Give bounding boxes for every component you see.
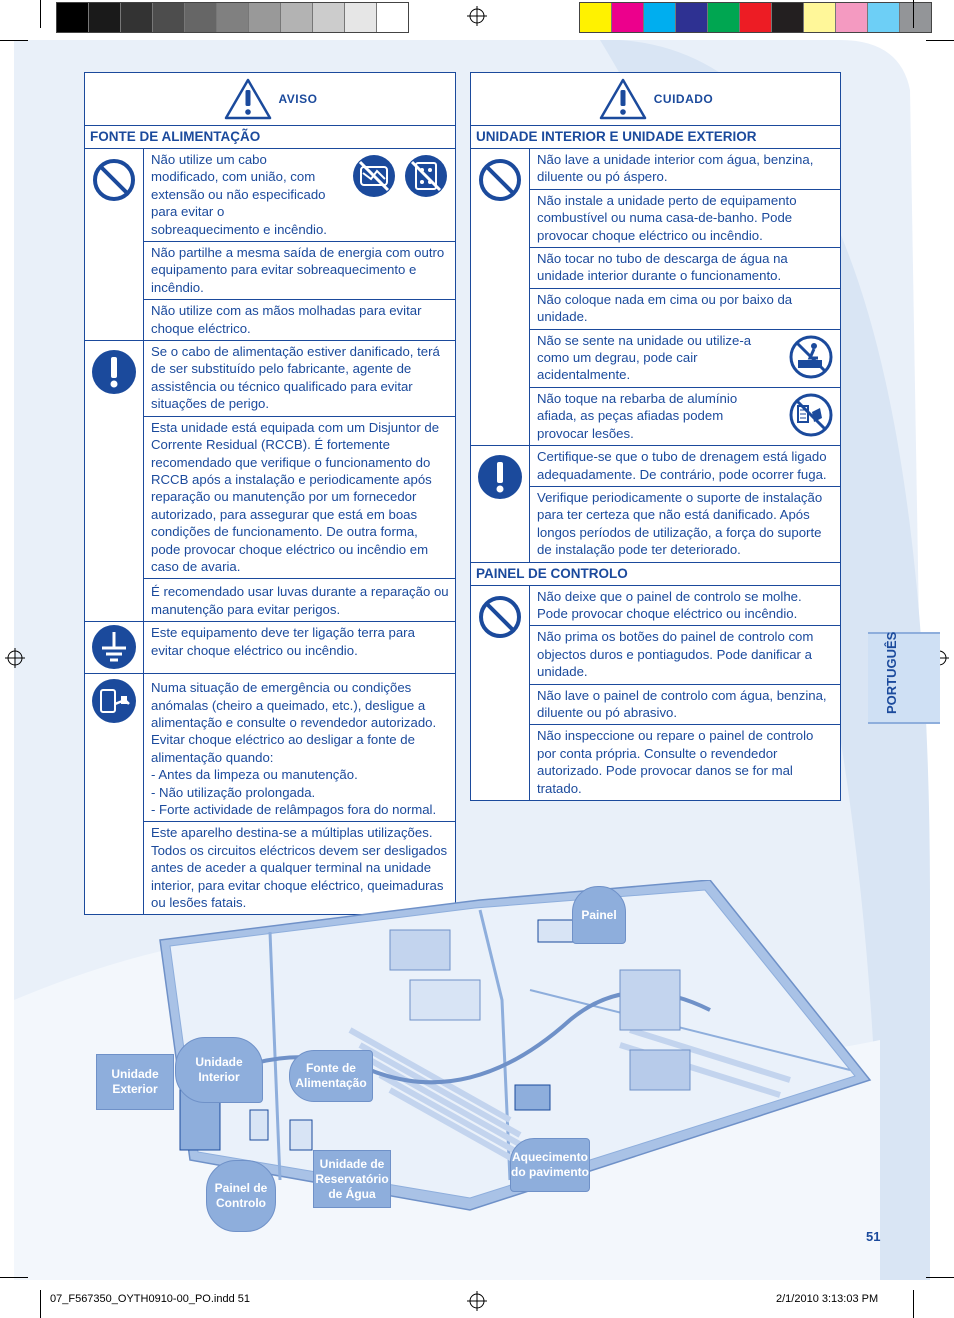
exclamation-icon [91, 349, 137, 395]
prohibition-icon [477, 157, 523, 203]
item-text: Não utilize um cabo modificado, com união, com extensão ou não especificado para evitar o sobreaquecimento e incêndio. [151, 152, 327, 237]
aviso-group-prohibited [85, 149, 455, 341]
aviso-title: AVISO [278, 92, 318, 106]
item-text: Se o cabo de alimentação estiver danificado, terá de ser substituído pelo fabricante, agente de assistência ou técnico qualificado para evitar situações de perigo. [151, 344, 440, 412]
color-swatch [185, 3, 217, 32]
no-modified-cable-icon [351, 153, 397, 199]
color-swatch [313, 3, 345, 32]
item-text: Não toque na rebarba de alumínio afiada, as peças afiadas podem provocar lesões. [537, 390, 738, 441]
list-item [530, 289, 840, 330]
color-swatch [740, 3, 772, 32]
warning-triangle-icon [223, 77, 273, 121]
item-text: Não coloque nada em cima ou por baixo da unidade. [537, 291, 793, 325]
item-text: Esta unidade está equipada com um Disjuntor de Corrente Residual (RCCB). É fortemente recomendado que verifique o funcionamento do RCCB após a instalação e periodicamente após reparação ou manutenção por um fornecedor autorizado, para assegurar que está em boas condições de funcionamento. De outra forma, pode provocar choque eléctrico ou incêndio em caso de avaria. [151, 419, 440, 574]
item-text: Não lave o painel de controlo com água, benzina, diluente ou pó abrasivo. [537, 687, 827, 720]
list-item [530, 446, 840, 487]
list-item [144, 149, 455, 242]
item-text: Verifique periodicamente o suporte de instalação para ter certeza que não está danificado. Após longos períodos de utilização, a força do suporte de instalação pode ter deteriorado. [537, 489, 823, 558]
item-text: Não partilhe a mesma saída de energia com outro equipamento para evitar sobreaquecimento e incêndio. [151, 245, 445, 295]
process-color-bar [579, 2, 932, 33]
section-title-fonte-alimentacao: FONTE DE ALIMENTAÇÃO [85, 126, 455, 149]
no-shared-outlet-icon [403, 153, 449, 199]
callout-reservatorio: Unidade de Reservatório de Água [313, 1150, 391, 1208]
color-swatch [217, 3, 249, 32]
crop-mark [40, 1290, 41, 1318]
cuidado-header [471, 73, 840, 126]
color-swatch [580, 3, 612, 32]
color-swatch [249, 3, 281, 32]
item-text: Não deixe que o painel de controlo se molhe. Pode provocar choque eléctrico ou incêndio. [537, 588, 802, 621]
list-item [144, 341, 455, 417]
callout-unidade-exterior: Unidade Exterior [96, 1054, 174, 1110]
color-swatch [57, 3, 89, 32]
prohibition-icon [91, 157, 137, 203]
item-text: Certifique-se que o tubo de drenagem está ligado adequadamente. De contrário, pode ocorrer fuga. [537, 449, 827, 482]
color-swatch [281, 3, 313, 32]
item-text: Não tocar no tubo de descarga de água na unidade interior durante o funcionamento. [537, 251, 788, 284]
color-swatch [836, 3, 868, 32]
callout-fonte-alimentacao: Fonte de Alimentação [289, 1050, 373, 1102]
color-swatch [121, 3, 153, 32]
item-text: Não instale a unidade perto de equipamento combustível ou numa casa-de-banho. Pode provocar choque eléctrico ou incêndio. [537, 192, 797, 243]
color-swatch [804, 3, 836, 32]
cuidado-group-mandatory [471, 446, 840, 562]
crop-mark [926, 40, 954, 41]
crop-mark [913, 0, 914, 28]
item-text: É recomendado usar luvas durante a reparação ou manutenção para evitar perigos. [151, 584, 449, 617]
exclamation-icon [477, 454, 523, 500]
color-swatch [772, 3, 804, 32]
list-item [530, 330, 840, 388]
aviso-group-unplug [85, 674, 455, 914]
color-swatch [708, 3, 740, 32]
color-swatch [868, 3, 900, 32]
color-swatch [644, 3, 676, 32]
item-text: Não lave a unidade interior com água, benzina, diluente ou pó áspero. [537, 152, 814, 185]
language-tab [868, 632, 940, 724]
list-item [530, 388, 840, 445]
item-text: Não utilize com as mãos molhadas para evitar choque eléctrico. [151, 303, 422, 336]
registration-mark-icon [5, 648, 25, 668]
crop-mark [40, 0, 41, 28]
crop-mark [926, 1277, 954, 1278]
list-item [530, 149, 840, 190]
crop-mark [913, 1290, 914, 1318]
aviso-group-ground [85, 622, 455, 674]
ground-icon [91, 624, 137, 670]
crop-mark [0, 1277, 28, 1278]
prohibition-icon [477, 594, 523, 640]
color-swatch [612, 3, 644, 32]
list-item [530, 685, 840, 726]
crop-mark [0, 40, 28, 41]
list-item [144, 417, 455, 580]
list-item [530, 190, 840, 248]
list-item [530, 248, 840, 289]
registration-mark-icon [467, 6, 487, 26]
list-item [144, 579, 455, 621]
no-touch-fin-icon [788, 392, 834, 438]
list-item [144, 300, 455, 340]
registration-mark-icon [467, 1291, 487, 1311]
color-swatch [153, 3, 185, 32]
callout-unidade-interior: Unidade Interior [175, 1037, 263, 1103]
aviso-header [85, 73, 455, 126]
item-text: Este aparelho destina-se a múltiplas utilizações. Todos os circuitos eléctricos devem ser desligados antes de aceder a qualquer terminal na unidade interior, para evitar choque eléctrico, queimaduras ou lesões fatais. [151, 825, 448, 911]
callout-aquecimento-pavimento: Aquecimento do pavimento [510, 1138, 590, 1192]
callout-painel: Painel [572, 886, 626, 944]
cuidado-group-prohibited [471, 149, 840, 446]
color-swatch [345, 3, 377, 32]
no-sitting-icon [788, 334, 834, 380]
footer-timestamp: 2/1/2010 3:13:03 PM [776, 1293, 879, 1305]
item-text: Não se sente na unidade ou utilize-a como um degrau, pode cair acidentalmente. [537, 332, 752, 383]
list-item [530, 626, 840, 684]
item-text: Não prima os botões do painel de controlo com objectos duros e pontiagudos. Pode danificar a unidade. [537, 629, 814, 680]
cuidado-group-panel [471, 586, 840, 800]
color-swatch [676, 3, 708, 32]
item-text: Não inspeccione ou repare o painel de controlo por conta própria. Consulte o revendedor autorizado. Pode provocar danos se for mal tratado. [537, 728, 814, 796]
item-text: Este equipamento deve ter ligação terra para evitar choque eléctrico ou incêndio. [151, 625, 415, 658]
language-label: PORTUGUÊS [884, 631, 899, 714]
list-item [530, 586, 840, 627]
cuidado-panel [470, 72, 841, 801]
color-swatch [900, 3, 931, 32]
list-item [144, 622, 455, 673]
cuidado-title: CUIDADO [653, 92, 714, 106]
warning-triangle-icon [598, 77, 648, 121]
page-number: 51 [866, 1229, 881, 1244]
section-title-painel-controlo: PAINEL DE CONTROLO [471, 563, 840, 586]
color-swatch [377, 3, 408, 32]
callout-painel-controlo: Painel de Controlo [206, 1160, 276, 1232]
color-swatch [89, 3, 121, 32]
grayscale-color-bar [56, 2, 409, 33]
unplug-icon [91, 678, 137, 724]
list-item [530, 725, 840, 800]
aviso-group-mandatory [85, 341, 455, 622]
list-item [530, 487, 840, 562]
footer-filename: 07_F567350_OYTH0910-00_PO.indd 51 [50, 1293, 250, 1305]
aviso-panel [84, 72, 456, 915]
list-item [144, 242, 455, 300]
item-text: Numa situação de emergência ou condições anómalas (cheiro a queimado, etc.), desligue a alimentação e consulte o revendedor autorizado. Evitar choque eléctrico ao desligar a fonte de alimentação quando: - Antes da limpeza ou manutenção. - Não utilização prolongada. - Forte actividade de relâmpagos fora do normal. [151, 680, 437, 817]
list-item [144, 674, 455, 822]
section-title-unidades: UNIDADE INTERIOR E UNIDADE EXTERIOR [471, 126, 840, 149]
